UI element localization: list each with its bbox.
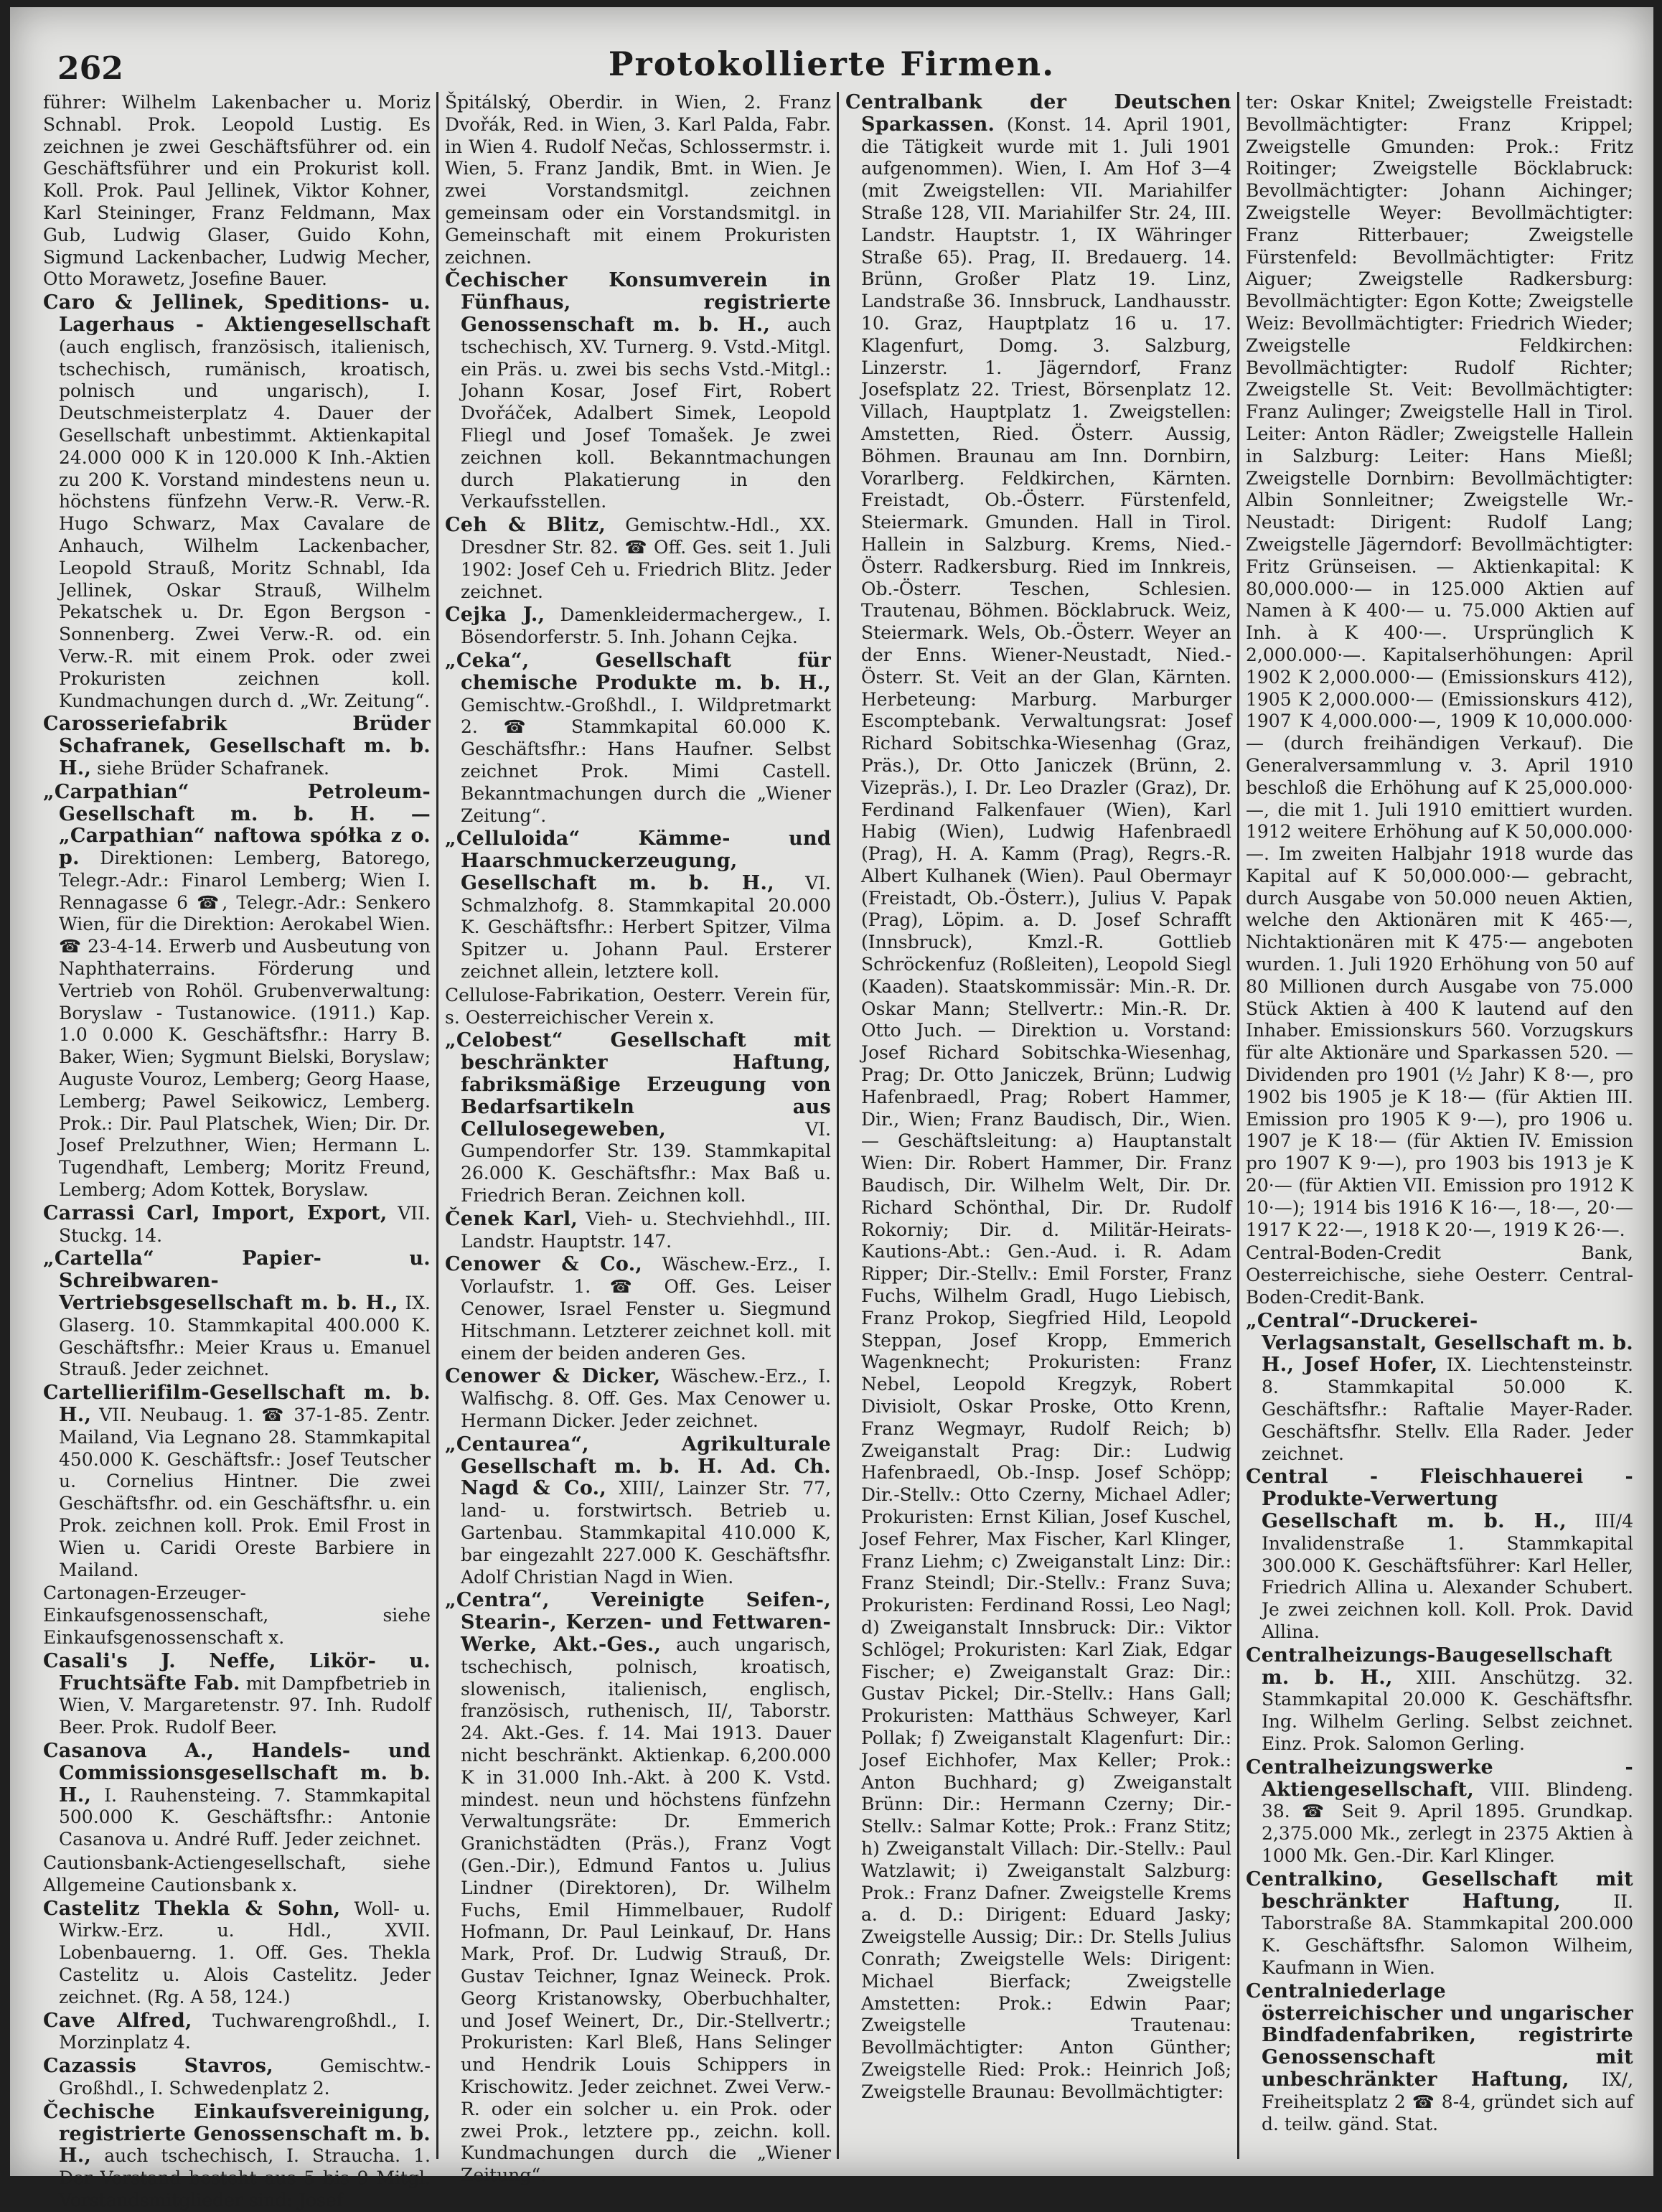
column-1	[43, 92, 431, 2211]
directory-entry	[43, 1898, 431, 2009]
entry-text: Gemischtw.-Hdl., XX. Dresdner Str. 82. ☎ Off. Ges. seit 1. Juli 1902: Josef Ceh u. Friedrich Blitz. Jeder zeichnet.	[461, 515, 831, 602]
firm-name: Casanova A., Handels- und Commissionsgesellschaft m. b. H.,	[43, 1739, 431, 1806]
entry-text: (Konst. 14. April 1901, die Tätigkeit wurde mit 1. Juli 1901 aufgenommen). Wien, I. Am Hof 3—4 (mit Zweigstellen: VII. Mariahilfer Straße 128, VII. Mariahilfer Str. 24, III. Landstr. Hauptstr. 1, IX Währinger Straße 65). Prag, II. Bredauerg. 14. Brünn, Großer Platz 19. Linz, Landstraße 36. Innsbruck, Landhausstr. 10. Graz, Hauptplatz 16 u. 17. Klagenfurt, Domg. 3. Salzburg, Linzerstr. 1. Jägerndorf, Franz Josefsplatz 22. Triest, Börsenplatz 12. Villach, Hauptplatz 1. Zweigstellen: Amstetten, Ried. Österr. Aussig, Böhmen. Braunau am Inn. Dornbirn, Vorarlberg. Feldkirchen, Kärnten. Freistadt, Ob.-Österr. Fürstenfeld, Steiermark. Gmunden. Hall in Tirol. Hallein in Salzburg. Krems, Nied.-Österr. Radkersburg. Ried im Innkreis, Ob.-Österr. Teschen, Schlesien. Trautenau, Böhmen. Böcklabruck. Weiz, Steiermark. Wels, Ob.-Österr. Weyer an der Enns. Wiener-Neustadt, Nied.-Österr. St. Veit an der Glan, Kärnten. Herbeteung: Marburg. Marburger Escomptebank. Verwaltungsrat: Josef Richard Sobitschka-Wiesenhag (Graz, Präs.), Dr. Otto Janiczek (Brünn, 2. Vizepräs.), I. Dr. Leo Drazler (Graz), Dr. Ferdinand Falkenfauer (Wien), Karl Habig (Wien), Ludwig Hafenbraedl (Prag), H. A. Kamm (Prag), Regrs.-R. Albert Kulhanek (Wien). Paul Obermayr (Freistadt, Ob.-Österr.), Julius V. Papak (Prag), Löpim. a. D. Josef Schrafft (Innsbruck), Kmzl.-R. Gottlieb Schröckenfuz (Roßleiten), Leopold Siegl (Kaaden). Staatskommissär: Min.-R. Dr. Oskar Mann; Stellvertr.: Min.-R. Dr. Otto Juch. — Direktion u. Vorstand: Josef Richard Sobitschka-Wiesenhag, Prag; Dr. Otto Janiczek, Brünn; Ludwig Hafenbraedl, Prag; Robert Hammer, Dir., Wien; Franz Baudisch, Dir., Wien. — Geschäftsleitung: a) Hauptanstalt Wien: Dir. Robert Hammer, Dir. Franz Baudisch, Dir. Wilhelm Welt, Dir. Dr. Richard Schönthal, Dir. Dr. Rudolf Rokorniy; Dir. d. Militär-Heirats-Kautions-Abt.: Gen.-Aud. i. R. Adam Ripper; Dir.-Stellv.: Emil Forster, Franz Fuchs, Wilhelm Gradl, Hugo Liebisch, Franz Prokop, Siegfried Hild, Leopold Steppan, Josef Kropp, Emmerich Wagenknecht; Prokuristen: Franz Nebel, Leopold Kregzyk, Robert Divisiolt, Oskar Proske, Otto Krenn, Franz Wegmayr, Rudolf Reich; b) Zweiganstalt Prag: Dir.: Ludwig Hafenbraedl, Ob.-Insp. Josef Schöpp; Dir.-Stellv.: Otto Czerny, Michael Adler; Prokuristen: Ernst Kilian, Josef Kuschel, Josef Fehrer, Max Fischer, Karl Klinger, Franz Liehm; c) Zweiganstalt Linz: Dir.: Franz Steindl; Dir.-Stellv.: Franz Suva; Prokuristen: Ferdinand Rossi, Leo Nagl; d) Zweiganstalt Innsbruck: Dir.: Viktor Schlögel; Prokuristen: Karl Ziak, Edgar Fischer; e) Zweiganstalt Graz: Dir.: Gustav Pickel; Dir.-Stellv.: Hans Gall; Prokuristen: Matthäus Schweyer, Karl Pollak; f) Zweiganstalt Klagenfurt: Dir.: Josef Eichhofer, Max Keller; Prok.: Anton Buchhard; g) Zweiganstalt Brünn: Dir.: Hermann Czerny; Dir.-Stellv.: Salmar Kotte; Prok.: Franz Stitz; h) Zweiganstalt Villach: Dir.-Stellv.: Paul Watzlawit; i) Zweiganstalt Salzburg: Prok.: Franz Dafner. Zweigstelle Krems a. d. D.: Dirigent: Eduard Jasky; Zweigstelle Aussig; Dir.: Dr. Stells Julius Conrath; Zweigstelle Wels: Dirigent: Michael Bierfack; Zweigstelle Amstetten: Prok.: Edwin Paar; Zweigstelle Trautenau: Bevollmächtigter: Anton Günther; Zweigstelle Ried: Prok.: Heinrich Joß; Zweigstelle Braunau: Bevollmächtigter:	[861, 113, 1231, 2102]
entry-text: Cautionsbank-Actiengesellschaft, siehe Allgemeine Cautionsbank x.	[43, 1852, 431, 1895]
firm-name: „Centra“, Vereinigte Seifen-, Stearin-, Kerzen- und Fettwaren-Werke, Akt.-Ges.,	[445, 1589, 831, 1656]
directory-page	[10, 7, 1653, 2211]
column-4	[1246, 92, 1633, 2159]
column-2	[445, 92, 832, 2186]
entry-text: auch tschechisch, I. Straucha. 1. Der Vorstand besteht aus 5 bis 9 Mitgl. Vorstandsmitglieder sind: Josef	[59, 2145, 431, 2211]
directory-entry	[1246, 1645, 1633, 1756]
directory-entry	[1246, 1757, 1633, 1867]
firm-name: Centralbank der Deutschen Sparkassen.	[845, 91, 1231, 136]
entry-text: VI. Gumpendorfer Str. 139. Stammkapital 26.000 K. Geschäftsfhr.: Max Baß u. Friedrich Beran. Zeichnen koll.	[461, 1118, 831, 1206]
entry-text: Gemischtw.-Großhdl., I. Schwedenplatz 2.	[59, 2056, 431, 2099]
column-rule	[1237, 92, 1239, 2159]
directory-entry	[43, 1651, 431, 1739]
directory-entry	[43, 713, 431, 779]
firm-name: Cartellierifilm-Gesellschaft m. b. H.,	[43, 1382, 431, 1427]
firm-name: Cazassis Stavros,	[43, 2055, 273, 2078]
firm-name: Ceh & Blitz,	[445, 514, 606, 537]
firm-name: Centralniederlage österreichischer und ungarischer Bindfadenfabriken, registrirte Genossenschaft mit unbeschränkter Haftung,	[1246, 1979, 1633, 2091]
entry-text: (auch englisch, französisch, italienisch, tschechisch, rumänisch, kroatisch, polnisch und ungarisch), I. Deutschmeisterplatz 4. Dauer der Gesellschaft unbestimmt. Aktienkapital 24.000 000 K in 120.000 K Inh.-Aktien zu 200 K. Vorstand mindestens neun u. höchstens fünfzehn Verw.-R. Verw.-R. Hugo Schwarz, Max Cavalare de Anhauch, Wilhelm Lackenbacher, Leopold Strauß, Moritz Schnabl, Ida Jellinek, Oskar Strauß, Wilhelm Pekatschek u. Dr. Egon Bergson - Sonnenberg. Zwei Verw.-R. od. ein Verw.-R. mit einem Prok. oder zwei Prokuristen zeichnen koll. Kundmachungen durch d. „Wr. Zeitung“.	[59, 336, 431, 711]
firm-name: „Carpathian“ Petroleum-Gesellschaft m. b. H. — „Carpathian“ naftowa spółka z o. p.	[43, 780, 431, 870]
firm-name: „Celobest“ Gesellschaft mit beschränkter Haftung, fabriksmäßige Erzeugung von Bedarfsartikeln aus Cellulosegeweben,	[445, 1029, 831, 1140]
directory-entry	[43, 292, 431, 712]
firm-name: Cejka J.,	[445, 604, 545, 627]
directory-entry	[445, 1030, 831, 1206]
directory-entry	[43, 1583, 431, 1649]
directory-entry	[1246, 1869, 1633, 1979]
directory-entry	[445, 1366, 831, 1432]
firm-name: Caro & Jellinek, Speditions- u. Lagerhaus - Aktiengesellschaft	[43, 291, 431, 336]
entry-text: Vieh- u. Stechviehhdl., III. Landstr. Hauptstr. 147.	[461, 1208, 831, 1252]
entry-text: VI. Schmalzhofg. 8. Stammkapital 20.000 K. Geschäftsfhr.: Herbert Spitzer, Vilma Spitzer u. Johann Paul. Ersterer zeichnet allein, letztere koll.	[461, 872, 831, 983]
firm-name: „Central“-Druckerei-Verlagsanstalt, Gesellschaft m. b. H., Josef Hofer,	[1246, 1309, 1633, 1377]
directory-entry	[43, 1248, 431, 1381]
firm-name: „Centaurea“, Agrikulturale Gesellschaft m. b. H. Ad. Ch. Nagd & Co.,	[445, 1433, 831, 1500]
column-3	[845, 92, 1231, 2159]
entry-text: VIII. Blindeng. 38. ☎ Seit 9. April 1895. Grundkap. 2,375.000 Mk., zerlegt in 2375 Aktien à 1000 Mk. Gen.-Dir. Karl Klinger.	[1262, 1778, 1634, 1866]
entry-text: Cartonagen-Erzeuger-Einkaufsgenossenschaft, siehe Einkaufsgenossenschaft x.	[43, 1583, 431, 1648]
entry-text: führer: Wilhelm Lakenbacher u. Moriz Schnabl. Prok. Leopold Lustig. Es zeichnen je zwei Geschäftsführer od. ein Geschäftsführer und ein Prokurist koll. Koll. Prok. Paul Jellinek, Viktor Kohner, Karl Steininger, Franz Feldmann, Max Gub, Ludwig Glaser, Guido Kohn, Sigmund Lackenbacher, Ludwig Mecher, Otto Morawetz, Josefine Bauer.	[43, 92, 431, 290]
firm-name: Centralkino, Gesellschaft mit beschränkter Haftung,	[1246, 1867, 1633, 1913]
directory-entry	[43, 2056, 431, 2100]
entry-text: Gemischtw.-Großhdl., I. Wildpretmarkt 2. ☎ Stammkapital 60.000 K. Geschäftsfhr.: Hans Haufner. Selbst zeichnet Prok. Mimi Castell. Bekanntmachungen durch die „Wiener Zeitung“.	[461, 694, 831, 826]
firm-name: Cenower & Co.,	[445, 1253, 643, 1276]
firm-name: Central - Fleischhauerei - Produkte-Verwertung Gesellschaft m. b. H.,	[1246, 1466, 1633, 1532]
directory-entry	[43, 782, 431, 1201]
directory-entry	[445, 92, 831, 268]
entry-text: auch tschechisch, XV. Turnerg. 9. Vstd.-Mitgl. ein Präs. u. zwei bis sechs Vstd.-Mitgl.: Johann Kosar, Josef Firt, Robert Dvořáček, Adalbert Simek, Leopold Fliegl und Josef Tomašek. Je zwei zeichnen koll. Bekanntmachungen durch Plakatierung in den Verkaufsstellen.	[461, 314, 831, 512]
firm-name: „Ceka“, Gesellschaft für chemische Produkte m. b. H.,	[445, 649, 831, 694]
entry-text: IX. Liechtensteinstr. 8. Stammkapital 50.000 K. Geschäftsfhr.: Raftalie Mayer-Rader. Geschäftsfhr. Stellv. Ella Rader. Jeder zeichnet.	[1262, 1354, 1633, 1464]
entry-text: ter: Oskar Knitel; Zweigstelle Freistadt: Bevollmächtigter: Franz Krippel; Zweigstelle Gmunden: Prok.: Fritz Roitinger; Zweigstelle Böcklabruck: Bevollmächtigter: Johann Aichinger; Zweigstelle Weyer: Bevollmächtigter: Franz Ritterbauer; Zweigstelle Fürstenfeld: Bevollmächtigter: Fritz Aiguer; Zweigstelle Radkersburg: Bevollmächtigter: Egon Kotte; Zweigstelle Weiz: Bevollmächtigter: Friedrich Wieder; Zweigstelle Feldkirchen: Bevollmächtigter: Rudolf Richter; Zweigstelle St. Veit: Bevollmächtigter: Franz Aulinger; Zweigstelle Hall in Tirol. Leiter: Anton Rädler; Zweigstelle Hallein in Salzburg: Leiter: Hans Mießl; Zweigstelle Dornbirn: Bevollmächtigter: Albin Sonnleitner; Zweigstelle Wr.-Neustadt: Dirigent: Rudolf Lang; Zweigstelle Jägerndorf: Bevollmächtigter: Fritz Grünseisen. — Aktienkapital: K 80,000.000·— in 125.000 Aktien auf Namen à K 400·— u. 75.000 Aktien auf Inh. à K 400·—. Ursprünglich K 2,000.000·—. Kapitalserhöhungen: April 1902 K 2,000.000·— (Emissionskurs 412), 1905 K 2,000.000·— (Emissionskurs 412), 1907 K 4,000.000·—, 1909 K 10,000.000·— (durch freihändigen Verkauf). Die Generalversammlung v. 3. April 1910 beschloß die Erhöhung auf K 25,000.000·—, die mit 1. Juli 1910 emittiert wurden. 1912 weitere Erhöhung auf K 50,000.000·—. Im zweiten Halbjahr 1918 wurde das Kapital auf K 50,000.000·— gebracht, durch Ausgabe von 50.000 neuen Aktien, welche den Aktionären mit K 465·—, Nichtaktionären mit K 475·— angeboten wurden. 1. Juli 1920 Erhöhung von 50 auf 80 Millionen durch Ausgabe von 75.000 Stück Aktien à 400 K lautend auf den Inhaber. Emissionskurs 560. Vorzugskurs für alte Aktionäre und Sparkassen 520. — Dividenden pro 1901 (½ Jahr) K 8·—, pro 1902 bis 1905 je K 18·— (für Aktien III. Emission pro 1905 K 9·—), pro 1906 u. 1907 je K 18·— (für Aktien IV. Emission pro 1907 K 9·—), pro 1903 bis 1913 je K 20·— (für Aktien VII. Emission pro 1912 K 10·—); 1914 bis 1916 K 16·—, 18·—, 20·— 1917 K 22·—, 1918 K 20·—, 1919 K 26·—.	[1246, 92, 1633, 1240]
directory-entry	[845, 92, 1231, 2104]
directory-entry	[445, 270, 831, 513]
firm-name: Čechischer Konsumverein in Fünfhaus, registrierte Genossenschaft m. b. H.,	[445, 269, 831, 336]
entry-text: VII. Stuckg. 14.	[59, 1202, 431, 1246]
firm-name: „Cartella“ Papier- u. Schreibwaren-Vertriebsgesellschaft m. b. H.,	[43, 1247, 431, 1315]
directory-entry	[1246, 1466, 1633, 1643]
firm-name: Centralheizungs-Baugesellschaft m. b. H.,	[1246, 1644, 1612, 1689]
entry-text: IX/, Freiheitsplatz 2 ☎ 8-4, gründet sich auf d. teilw. gänd. Stat.	[1262, 2068, 1634, 2134]
firm-name: Casali's J. Neffe, Likör- u. Fruchtsäfte Fab.	[43, 1649, 431, 1695]
firm-name: Cave Alfred,	[43, 2009, 192, 2032]
entry-text: Cellulose-Fabrikation, Oesterr. Verein für, s. Oesterreichischer Verein x.	[445, 984, 831, 1028]
entry-text: III/4 Invalidenstraße 1. Stammkapital 300.000 K. Geschäftsführer: Karl Heller, Friedrich Allina u. Alexander Schubert. Je zwei zeichnen koll. Koll. Prok. David Allina.	[1262, 1511, 1633, 1642]
column-rule	[436, 92, 438, 2159]
directory-entry	[445, 650, 831, 827]
entry-text: Woll- u. Wirkw.-Erz. u. Hdl., XVII. Lobenbauerng. 1. Off. Ges. Thekla Castelitz u. Alois Castelitz. Jeder zeichnet. (Rg. A 58, 124.)	[59, 1898, 431, 2007]
directory-entry	[445, 1209, 831, 1253]
running-head: Protokollierte Firmen.	[608, 44, 1056, 83]
directory-entry	[1246, 1311, 1633, 1466]
firm-name: Castelitz Thekla & Sohn,	[43, 1897, 341, 1920]
directory-entry	[43, 2010, 431, 2055]
entry-text: II. Taborstraße 8A. Stammkapital 200.000 K. Geschäftsfhr. Salomon Wilheim, Kaufmann in Wien.	[1262, 1890, 1633, 1978]
entry-text: Central-Boden-Credit Bank, Oesterreichische, siehe Oesterr. Central-Boden-Credit-Bank.	[1246, 1242, 1633, 1308]
firm-name: Čenek Karl,	[445, 1207, 578, 1230]
entry-text: VII. Neubaug. 1. ☎ 37-1-85. Zentr. Mailand, Via Legnano 28. Stammkapital 450.000 K. Geschäftsfr.: Josef Teutscher u. Cornelius Hintner. Die zwei Geschäftsfhr. od. ein Geschäftsfhr. u. ein Prok. zeichnen koll. Prok. Emil Frost in Wien u. Caridi Oreste Barbiere in Mailand.	[59, 1405, 431, 1580]
directory-entry	[445, 828, 831, 983]
entry-text: XIII. Anschützg. 32. Stammkapital 20.000 K. Geschäftsfhr. Ing. Wilhelm Gerling. Selbst zeichnet. Einz. Prok. Salomon Gerling.	[1262, 1667, 1633, 1754]
column-rule	[837, 92, 839, 2159]
firm-name: Carrassi Carl, Import, Export,	[43, 1201, 388, 1224]
directory-entry	[43, 92, 431, 291]
directory-entry	[445, 604, 831, 649]
firm-name: Carosseriefabrik Brüder Schafranek, Gesellschaft m. b. H.,	[43, 713, 431, 779]
directory-entry	[445, 1590, 831, 2187]
directory-entry	[1246, 92, 1633, 1241]
directory-entry	[445, 1254, 831, 1364]
entry-text: Wäschew.-Erz., I. Walfischg. 8. Off. Ges. Max Cenower u. Hermann Dicker. Jeder zeichnet.	[461, 1366, 832, 1432]
firm-name: Centralheizungswerke - Aktiengesellschaft,	[1246, 1756, 1633, 1801]
entry-text: Špitálský, Oberdir. in Wien, 2. Franz Dvořák, Red. in Wien, 3. Karl Palda, Fabr. in Wien 4. Rudolf Nečas, Schlossermstr. i. Wien, 5. Franz Jandik, Bmt. in Wien. Je zwei Vorstandsmitgl. zeichnen gemeinsam oder ein Vorstandsmitgl. in Gemeinschaft mit einem Prokuristen zeichnen.	[445, 92, 831, 268]
firm-name: „Celluloida“ Kämme- und Haarschmuckerzeugung, Gesellschaft m. b. H.,	[445, 828, 831, 894]
firm-name: Cenower & Dicker,	[445, 1365, 661, 1388]
entry-text: mit Dampfbetrieb in Wien, V. Margaretenstr. 97. Inh. Rudolf Beer. Prok. Rudolf Beer.	[59, 1672, 431, 1738]
directory-entry	[43, 1382, 431, 1581]
page-number: 262	[57, 50, 123, 87]
entry-text: XIII/, Lainzer Str. 77, land- u. forstwirtsch. Betrieb u. Gartenbau. Stammkapital 410.000 K, bar eingezahlt 227.000 K. Geschäftsfhr. Adolf Christian Nagd in Wien.	[461, 1478, 831, 1588]
directory-entry	[43, 2101, 431, 2212]
directory-entry	[43, 1740, 431, 1851]
directory-entry	[43, 1203, 431, 1247]
entry-text: Direktionen: Lemberg, Batorego, Telegr.-Adr.: Finarol Lemberg; Wien I. Rennagasse 6 ☎, Telegr.-Adr.: Senkero Wien, für die Direktion: Aerokabel Wien. ☎ 23-4-14. Erwerb und Ausbeutung von Naphthaterrains. Förderung und Vertrieb von Rohöl. Grubenverwaltung: Boryslaw - Tustanowice. (1911.) Kap. 1.0 0.000 K. Geschäftsfhr.: Harry B. Baker, Wien; Sygmunt Bielski, Boryslaw; Auguste Vouroz, Lemberg; Georg Haase, Lemberg; Pawel Seikowicz, Lemberg. Prok.: Dir. Paul Platschek, Wien; Dir. Dr. Josef Prelzuthner, Wien; Hermann L. Tugendhaft, Lemberg; Moritz Freund, Lemberg; Adom Kottek, Boryslaw.	[59, 848, 431, 1201]
directory-entry	[445, 515, 831, 603]
directory-entry	[1246, 1981, 1633, 2136]
entry-text: Wäschew.-Erz., I. Vorlaufstr. 1. ☎ Off. Ges. Leiser Cenower, Israel Fenster u. Siegmund Hitschmann. Letzterer zeichnet koll. mit einem der beiden anderen Ges.	[461, 1254, 831, 1364]
directory-entry	[43, 1852, 431, 1897]
entry-text: Tuchwarengroßhdl., I. Morzinplatz 4.	[59, 2010, 431, 2053]
entry-text: Damenkleidermachergew., I. Bösendorferstr. 5. Inh. Johann Cejka.	[461, 604, 831, 648]
entry-text: I. Rauhensteing. 7. Stammkapital 500.000 K. Geschäftsfhr.: Antonie Casanova u. André Ruff. Jeder zeichnet.	[59, 1784, 431, 1850]
entry-text: IX. Glaserg. 10. Stammkapital 400.000 K. Geschäftsfhr.: Meier Kraus u. Emanuel Strauß. Jeder zeichnet.	[59, 1293, 431, 1380]
directory-entry	[1246, 1242, 1633, 1308]
directory-entry	[445, 985, 831, 1029]
entry-text: auch ungarisch, tschechisch, polnisch, kroatisch, slowenisch, italienisch, englisch, französisch, ruthenisch, II/, Taborstr. 24. Akt.-Ges. f. 14. Mai 1913. Dauer nicht beschränkt. Aktienkap. 6,200.000 K in 31.000 Inh.-Akt. à 200 K. Vstd. mindest. neun und höchstens fünfzehn Verwaltungsräte: Dr. Emmerich Granichstädten (Präs.), Franz Vogt (Gen.-Dir.), Edmund Fantos u. Julius Lindner (Direktoren), Dr. Wilhelm Fuchs, Emil Himmelbauer, Rudolf Hofmann, Dr. Paul Leinkauf, Dr. Hans Mark, Prof. Dr. Ludwig Strauß, Dr. Gustav Teichner, Ignaz Weineck. Prok. Georg Kristanowsky, Oberbuchhalter, und Josef Weinert, Dr., Dir.-Stellvertr.; Prokuristen: Karl Bleß, Hans Selinger und Hendrik Louis Schippers in Krischowitz. Jeder zeichnet. Zwei Verw.-R. oder ein solcher u. ein Prok. oder zwei Prok., letztere pp., zeichn. koll. Kundmachungen durch die „Wiener Zeitung“.	[461, 1634, 831, 2186]
firm-name: Čechische Einkaufsvereinigung, registrierte Genossenschaft m. b. H.,	[43, 2100, 431, 2168]
entry-text: siehe Brüder Schafranek.	[97, 757, 329, 779]
directory-entry	[445, 1434, 831, 1589]
